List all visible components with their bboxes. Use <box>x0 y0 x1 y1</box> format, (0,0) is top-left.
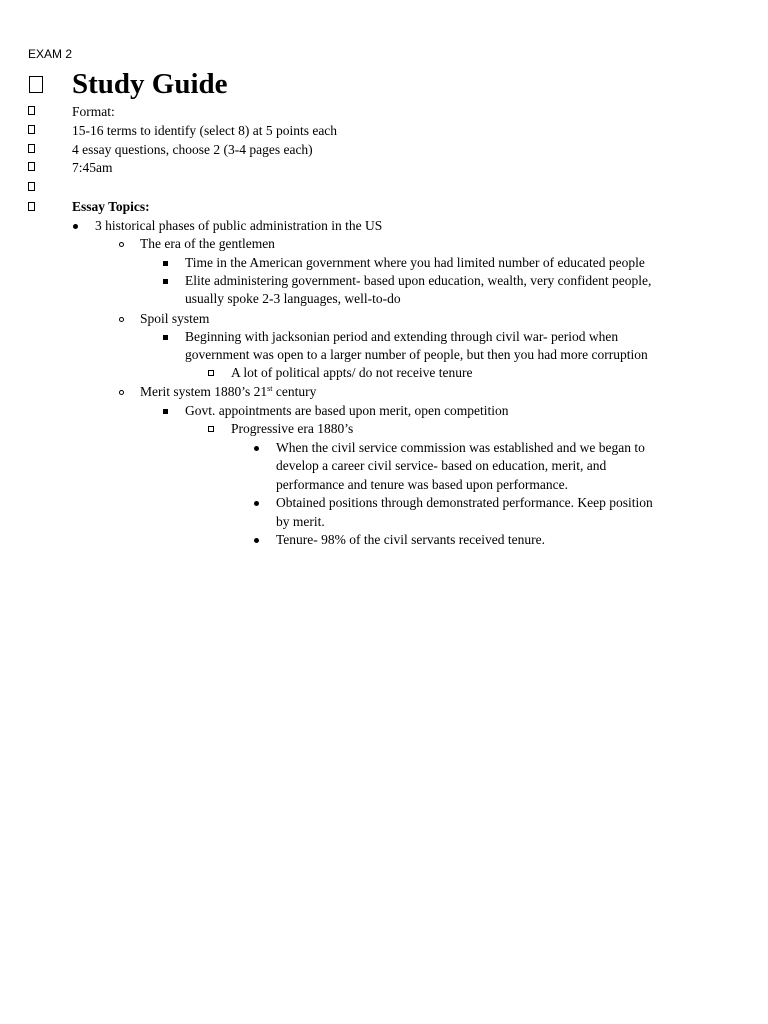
circle-bullet-icon <box>119 242 124 247</box>
checkbox-icon <box>28 125 35 134</box>
checkbox-icon <box>29 76 43 93</box>
exam-label: EXAM 2 <box>28 47 73 61</box>
ordinal-suffix: st <box>267 384 273 393</box>
checkbox-icon <box>28 182 35 191</box>
square-bullet-icon <box>163 409 168 414</box>
square-bullet-icon <box>163 279 168 284</box>
phase-point-continued: usually spoke 2-3 languages, well-to-do <box>185 291 401 306</box>
phase-title: The era of the gentlemen <box>140 236 275 251</box>
checkbox-icon <box>28 106 35 115</box>
checkbox-icon <box>28 162 35 171</box>
format-item: 7:45am <box>72 160 113 175</box>
checkbox-icon <box>28 202 35 211</box>
phase-point: Beginning with jacksonian period and extending through civil war- period when <box>185 329 619 344</box>
square-bullet-icon <box>163 335 168 340</box>
hollow-square-bullet-icon <box>208 426 214 432</box>
phase-title-main: Merit system 1880’s 21 <box>140 384 268 399</box>
phase-title-tail: century <box>272 384 317 399</box>
circle-bullet-icon <box>119 390 124 395</box>
circle-bullet-icon <box>119 317 124 322</box>
phase-point: Elite administering government- based upon education, wealth, very confident people, <box>185 273 652 288</box>
essay-heading: Essay Topics: <box>72 199 150 214</box>
detail-line: Tenure- 98% of the civil servants received tenure. <box>276 532 545 547</box>
phase-title <box>140 383 316 401</box>
detail-line: Obtained positions through demonstrated performance. Keep position <box>276 495 653 510</box>
page-title: Study Guide <box>72 68 228 100</box>
format-heading: Format: <box>72 104 115 119</box>
detail-line-continued: by merit. <box>276 514 325 529</box>
square-bullet-icon <box>163 261 168 266</box>
format-item: 15-16 terms to identify (select 8) at 5 points each <box>72 123 338 138</box>
phase-subpoint: Progressive era 1880’s <box>231 421 354 436</box>
format-item: 4 essay questions, choose 2 (3-4 pages each) <box>72 142 313 157</box>
phase-subpoint: A lot of political appts/ do not receive tenure <box>231 365 473 380</box>
detail-line-continued: develop a career civil service- based on education, merit, and <box>276 458 607 473</box>
detail-line-continued: performance and tenure was based upon performance. <box>276 477 568 492</box>
phase-point-continued: government was open to a larger number of people, but then you had more corruption <box>185 347 648 362</box>
phase-point: Govt. appointments are based upon merit, open competition <box>185 403 509 418</box>
phase-title: Spoil system <box>140 311 210 326</box>
bullet-icon <box>254 446 259 451</box>
bullet-icon <box>254 538 259 543</box>
checkbox-icon <box>28 144 35 153</box>
bullet-icon <box>254 501 259 506</box>
essay-topic: 3 historical phases of public administration in the US <box>95 218 383 233</box>
phase-point: Time in the American government where you had limited number of educated people <box>185 255 645 270</box>
detail-line: When the civil service commission was established and we began to <box>276 440 645 455</box>
hollow-square-bullet-icon <box>208 370 214 376</box>
bullet-icon <box>73 224 78 229</box>
